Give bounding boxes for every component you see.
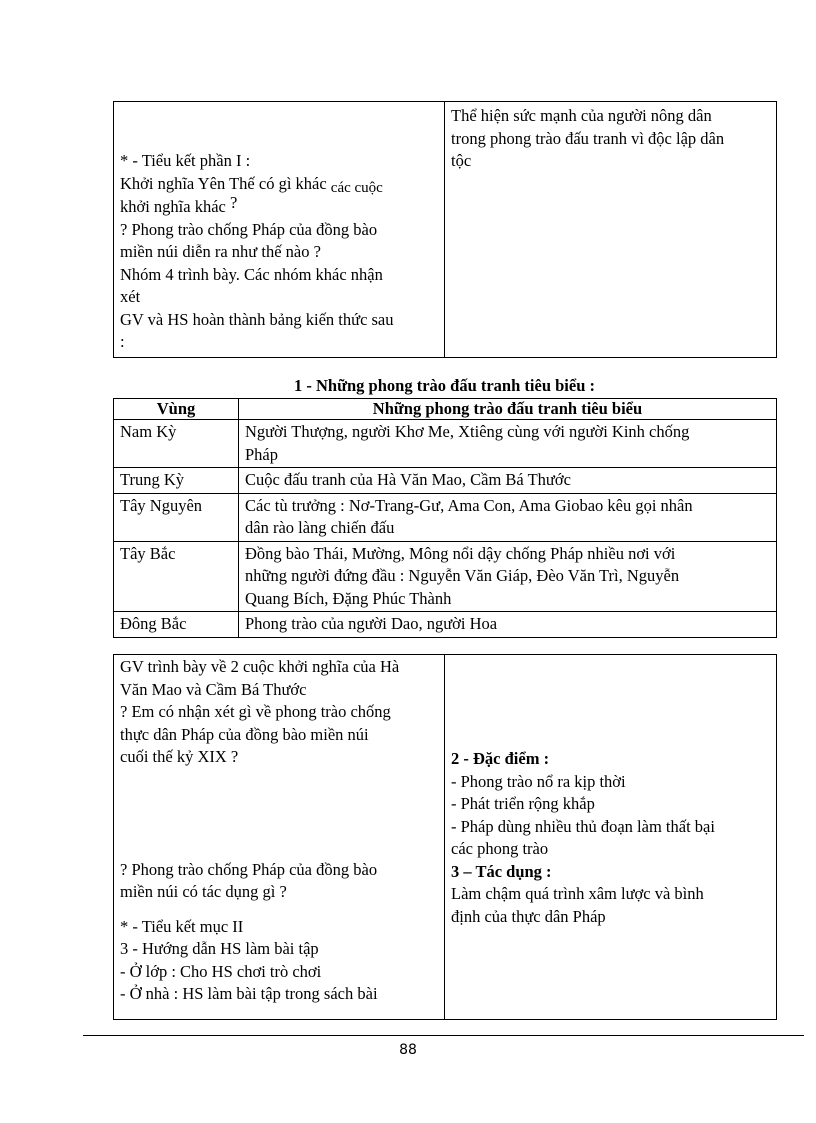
text-line: - Phát triển rộng khắp (451, 794, 595, 813)
table-row (114, 493, 777, 541)
section-title: 1 - Những phong trào đấu tranh tiêu biểu : (294, 376, 595, 395)
page-number: 88 (399, 1042, 417, 1058)
text-line: * - Tiểu kết mục II (120, 916, 244, 936)
summary-table (113, 101, 777, 358)
region-cell: Nam Kỳ (114, 420, 239, 468)
text-line: Phong trào của người Dao, người Hoa (245, 614, 498, 633)
region-cell: Tây Nguyên (114, 493, 239, 541)
text-line: Cuộc đấu tranh của Hà Văn Mao, Cầm Bá Thước (245, 470, 571, 489)
lesson-table (113, 654, 777, 1020)
question-mark: ? (230, 193, 238, 212)
movement-cell (239, 468, 777, 494)
text-line: - Phong trào nổ ra kịp thời (451, 771, 626, 791)
text-line: Người Thượng, người Khơ Me, Xtiêng cùng với người Kinh chống (245, 422, 690, 441)
text-line: Thể hiện sức mạnh của người nông dân (451, 106, 712, 125)
region-cell: Tây Bắc (114, 541, 239, 612)
movement-cell (239, 420, 777, 468)
text-line: Đồng bào Thái, Mường, Mông nổi dậy chống Pháp nhiều nơi với (245, 543, 676, 563)
text-line: miền núi có tác dụng gì ? (120, 882, 287, 901)
text-line: cuối thế kỷ XIX ? (120, 747, 239, 766)
lesson-right-cell (445, 655, 777, 1020)
table-header-row (114, 399, 777, 420)
text-line: dân rào làng chiến đấu (245, 518, 395, 537)
text-line: Pháp (245, 444, 278, 464)
text-line: thực dân Pháp của đồng bào miền núi (120, 724, 369, 744)
text-line: Các tù trưởng : Nơ-Trang-Gư, Ama Con, Ama Giobao kêu gọi nhân (245, 495, 693, 515)
table-row (114, 541, 777, 612)
text-line: - Pháp dùng nhiều thủ đoạn làm thất bại (451, 816, 715, 836)
summary-right-cell (445, 102, 777, 358)
text-line: ? Phong trào chống Pháp của đồng bào (120, 219, 378, 239)
table-row (114, 420, 777, 468)
text-line: miền núi diễn ra như thế nào ? (120, 242, 321, 261)
text-line: những người đứng đầu : Nguyễn Văn Giáp, Đèo Văn Trì, Nguyễn (245, 566, 680, 585)
text-line: - Ở lớp : Cho HS chơi trò chơi (120, 961, 322, 981)
movement-cell (239, 493, 777, 541)
footer-divider (83, 1035, 804, 1036)
text-line: tộc (451, 151, 472, 170)
text-line: định của thực dân Pháp (451, 906, 606, 926)
text-line: ? Em có nhận xét gì về phong trào chống (120, 702, 391, 721)
text-line: : (120, 332, 125, 351)
table-row (114, 468, 777, 494)
features-heading: 2 - Đặc điểm : (451, 749, 550, 768)
region-cell: Trung Kỳ (114, 468, 239, 494)
text-line: - Ở nhà : HS làm bài tập trong sách bài (120, 984, 378, 1003)
text-line-with-subscript (120, 173, 438, 197)
movements-table (113, 398, 777, 638)
text-line: 3 - Hướng dẫn HS làm bài tập (120, 939, 319, 958)
movement-cell (239, 541, 777, 612)
text-line: Làm chậm quá trình xâm lược và bình (451, 884, 704, 903)
effects-heading: 3 – Tác dụng : (451, 861, 552, 881)
text-fragment: Khởi nghĩa Yên Thế có gì khác (120, 173, 327, 193)
text-line: trong phong trào đấu tranh vì độc lập dân (451, 128, 725, 148)
movement-cell (239, 612, 777, 638)
text-line: GV trình bày về 2 cuộc khởi nghĩa của Hà (120, 657, 400, 676)
text-fragment: khởi nghĩa khác (120, 197, 226, 216)
summary-left-cell (114, 102, 445, 358)
text-line: Quang Bích, Đặng Phúc Thành (245, 588, 452, 608)
text-line: Văn Mao và Cầm Bá Thước (120, 679, 307, 699)
lesson-left-cell (114, 655, 445, 1020)
text-line: xét (120, 287, 141, 306)
text-line: GV và HS hoàn thành bảng kiến thức sau (120, 309, 394, 329)
text-line-with-question (120, 193, 438, 219)
text-line: ? Phong trào chống Pháp của đồng bào (120, 859, 378, 879)
table-row (114, 612, 777, 638)
text-line: Nhóm 4 trình bày. Các nhóm khác nhận (120, 264, 383, 284)
text-line: * - Tiểu kết phần I : (120, 151, 251, 170)
column-header: Những phong trào đấu tranh tiêu biểu (239, 399, 777, 420)
region-cell: Đông Bắc (114, 612, 239, 638)
text-line: các phong trào (451, 839, 549, 858)
subscript-text: các cuộc (330, 179, 383, 196)
column-header: Vùng (114, 399, 239, 420)
